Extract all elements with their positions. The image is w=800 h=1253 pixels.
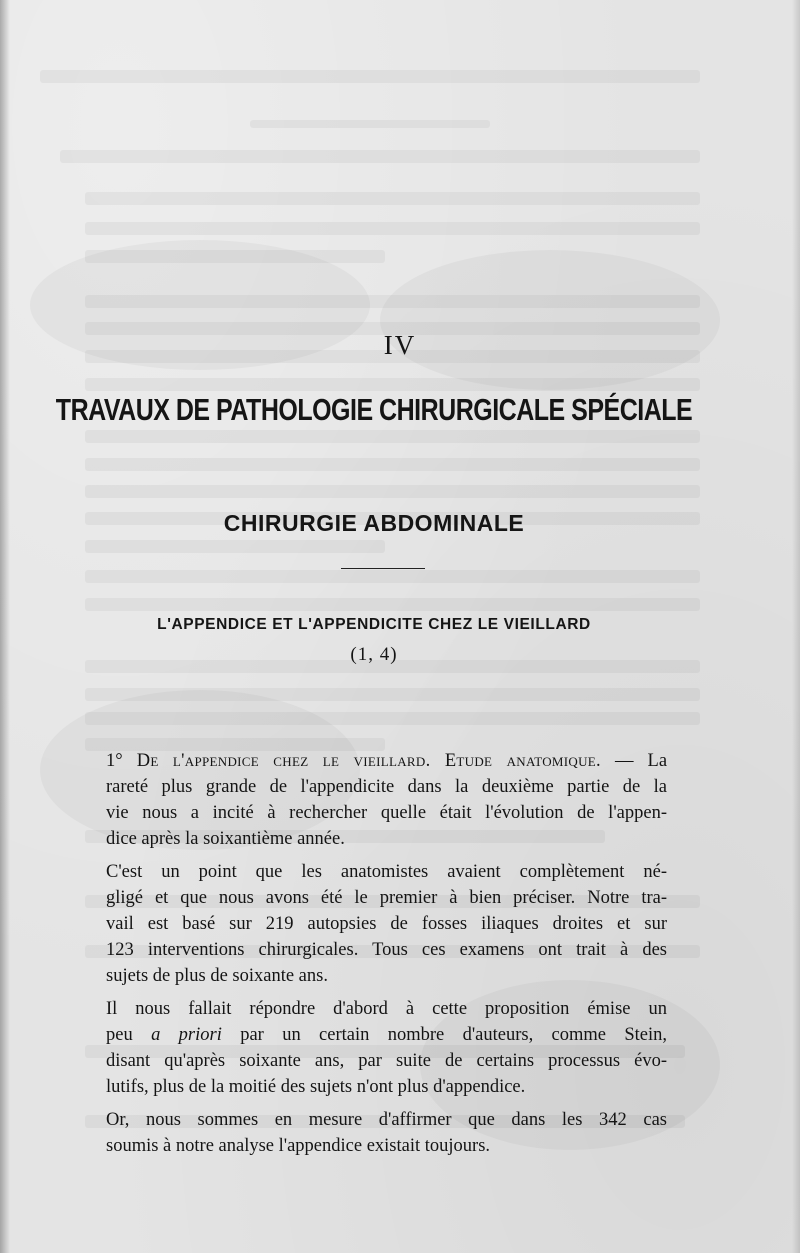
text-line — [104, 1022, 667, 1048]
divider-rule — [341, 568, 425, 569]
text-line: soumis à notre analyse l'appendice existait toujours. — [106, 1136, 491, 1156]
text-line: C'est un point que les anatomistes avaient complètement né- — [106, 862, 667, 882]
main-title: TRAVAUX DE PATHOLOGIE CHIRURGICALE SPÉCIALE — [55, 393, 693, 428]
text-line: vie nous a incité à rechercher quelle était l'évolution de l'appen- — [106, 803, 667, 823]
text-line: Or, nous sommes en mesure d'affirmer que dans les 342 cas — [106, 1110, 667, 1130]
paragraph — [104, 1107, 667, 1159]
paragraph-number: 1° — [106, 751, 123, 771]
text-fragment: — La — [615, 751, 668, 771]
subtitle: CHIRURGIE ABDOMINALE — [223, 510, 525, 536]
paragraph-heading: De l'appendice chez le vieillard. Etude anatomique. — [136, 751, 601, 771]
text-line: lutifs, plus de la moitié des sujets n'ont plus d'appendice. — [106, 1077, 526, 1097]
article-reference: (1, 4) — [350, 644, 398, 665]
paragraph — [104, 748, 667, 852]
text-line: sujets de plus de soixante ans. — [106, 966, 328, 986]
text-line: 123 interventions chirurgicales. Tous ces examens ont trait à des — [106, 940, 667, 960]
text-line: vail est basé sur 219 autopsies de fosses iliaques droites et sur — [106, 914, 667, 934]
article-title: L'APPENDICE ET L'APPENDICITE CHEZ LE VIEILLARD — [157, 616, 591, 633]
body-text — [104, 748, 667, 1166]
paragraph — [104, 996, 667, 1100]
text-line — [104, 748, 667, 774]
text-line: gligé et que nous avons été le premier à bien préciser. Notre tra- — [106, 888, 667, 908]
text-line: Il nous fallait répondre d'abord à cette proposition émise un — [106, 999, 667, 1019]
text-line: dice après la soixantième année. — [106, 829, 345, 849]
section-number: IV — [383, 330, 417, 360]
paragraph — [104, 859, 667, 989]
italic-phrase: a priori — [151, 1025, 222, 1045]
text-line: disant qu'après soixante ans, par suite de certains processus évo- — [106, 1051, 667, 1071]
text-fragment: par un certain nombre d'auteurs, comme Stein, — [240, 1025, 668, 1045]
text-line: rareté plus grande de l'appendicite dans la deuxième partie de la — [106, 777, 667, 797]
text-fragment: peu — [106, 1025, 133, 1045]
